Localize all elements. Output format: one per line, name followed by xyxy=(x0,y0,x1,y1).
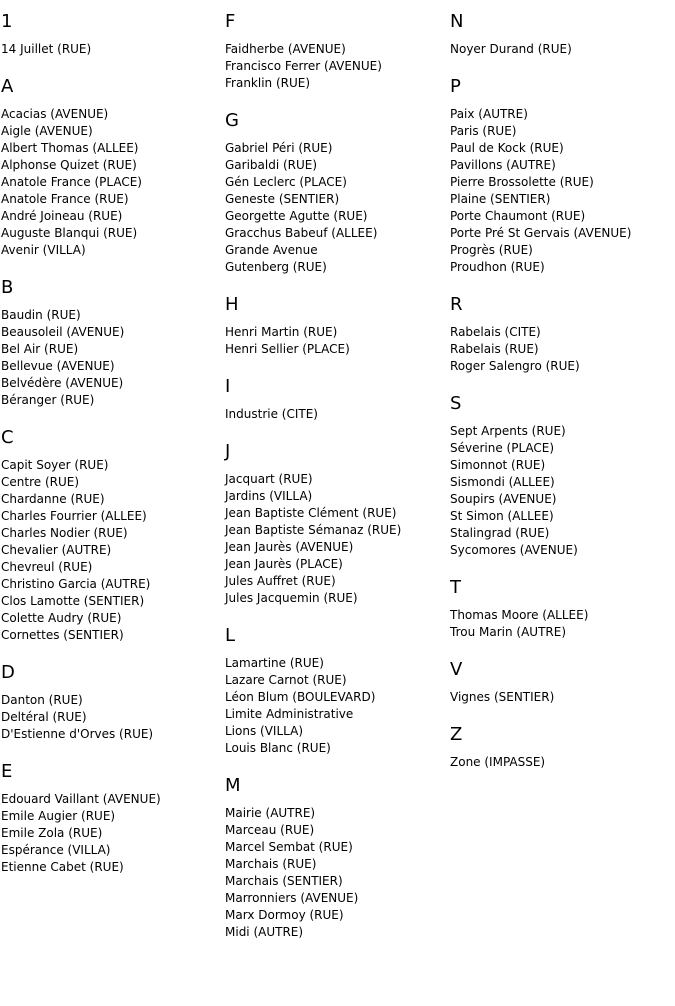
street-name: Noyer Durand (RUE) xyxy=(450,42,572,56)
street-name: Anatole France (PLACE) xyxy=(1,175,142,189)
letter-heading: P xyxy=(450,76,461,97)
street-name: Chevreul (RUE) xyxy=(1,560,93,574)
street-name: Jean Baptiste Clément (RUE) xyxy=(225,506,397,520)
letter-heading: B xyxy=(1,277,14,298)
street-list xyxy=(450,324,675,375)
letter-group xyxy=(225,110,450,276)
street-list xyxy=(450,689,675,706)
street-name: Jacquart (RUE) xyxy=(225,472,313,486)
street-list xyxy=(450,607,675,641)
letter-heading: Z xyxy=(450,724,463,745)
letter-heading: M xyxy=(225,775,241,796)
street-name: Soupirs (AVENUE) xyxy=(450,492,557,506)
street-name: Clos Lamotte (SENTIER) xyxy=(1,594,145,608)
street-name: Belvédère (AVENUE) xyxy=(1,376,124,390)
street-name: 14 Juillet (RUE) xyxy=(1,42,92,56)
street-name: Henri Martin (RUE) xyxy=(225,325,338,339)
street-name: Etienne Cabet (RUE) xyxy=(1,860,124,874)
street-name: Lazare Carnot (RUE) xyxy=(225,673,347,687)
street-name: Acacias (AVENUE) xyxy=(1,107,109,121)
street-list xyxy=(225,41,450,92)
street-name: Jardins (VILLA) xyxy=(225,489,313,503)
index-column-1 xyxy=(1,11,226,894)
street-name: Charles Fourrier (ALLEE) xyxy=(1,509,147,523)
street-name: Cornettes (SENTIER) xyxy=(1,628,124,642)
letter-group xyxy=(450,659,675,706)
street-name: Rabelais (CITE) xyxy=(450,325,541,339)
street-name: Albert Thomas (ALLEE) xyxy=(1,141,139,155)
letter-heading: F xyxy=(225,11,236,32)
letter-group xyxy=(225,294,450,358)
letter-heading: R xyxy=(450,294,463,315)
street-name: Beausoleil (AVENUE) xyxy=(1,325,125,339)
street-name: Porte Pré St Gervais (AVENUE) xyxy=(450,226,632,240)
street-list xyxy=(450,754,675,771)
street-list xyxy=(1,106,226,259)
street-name: Emile Augier (RUE) xyxy=(1,809,116,823)
street-name: Danton (RUE) xyxy=(1,693,83,707)
street-name: Alphonse Quizet (RUE) xyxy=(1,158,137,172)
letter-group xyxy=(225,11,450,92)
street-name: Gracchus Babeuf (ALLEE) xyxy=(225,226,378,240)
letter-heading: 1 xyxy=(1,11,13,32)
street-name: St Simon (ALLEE) xyxy=(450,509,554,523)
street-name: Midi (AUTRE) xyxy=(225,925,304,939)
street-name: Progrès (RUE) xyxy=(450,243,533,257)
street-name: Jules Auffret (RUE) xyxy=(225,574,336,588)
street-name: Léon Blum (BOULEVARD) xyxy=(225,690,376,704)
street-name: Deltéral (RUE) xyxy=(1,710,87,724)
letter-group xyxy=(225,625,450,757)
street-name: Franklin (RUE) xyxy=(225,76,311,90)
street-name: Sismondi (ALLEE) xyxy=(450,475,555,489)
street-list xyxy=(225,406,450,423)
street-name: Pavillons (AUTRE) xyxy=(450,158,556,172)
street-list xyxy=(1,791,226,876)
street-list xyxy=(450,106,675,276)
street-list xyxy=(450,41,675,58)
street-name: Jean Jaurès (PLACE) xyxy=(225,557,343,571)
street-name: Anatole France (RUE) xyxy=(1,192,129,206)
letter-heading: L xyxy=(225,625,236,646)
letter-group xyxy=(450,724,675,771)
letter-group xyxy=(450,577,675,641)
street-name: Séverine (PLACE) xyxy=(450,441,555,455)
street-name: Marronniers (AVENUE) xyxy=(225,891,359,905)
street-name: Louis Blanc (RUE) xyxy=(225,741,331,755)
letter-group xyxy=(450,393,675,559)
street-list xyxy=(225,140,450,276)
street-name: Rabelais (RUE) xyxy=(450,342,539,356)
letter-group xyxy=(1,662,226,743)
street-name: Marx Dormoy (RUE) xyxy=(225,908,344,922)
street-name: Vignes (SENTIER) xyxy=(450,690,555,704)
street-name: Sycomores (AVENUE) xyxy=(450,543,578,557)
street-name: Paix (AUTRE) xyxy=(450,107,528,121)
street-name: Edouard Vaillant (AVENUE) xyxy=(1,792,161,806)
street-name: Industrie (CITE) xyxy=(225,407,318,421)
street-name: André Joineau (RUE) xyxy=(1,209,123,223)
street-name: Plaine (SENTIER) xyxy=(450,192,551,206)
letter-group xyxy=(450,76,675,276)
street-name: Charles Nodier (RUE) xyxy=(1,526,128,540)
street-list xyxy=(225,655,450,757)
street-name: Paul de Kock (RUE) xyxy=(450,141,564,155)
letter-heading: S xyxy=(450,393,462,414)
letter-heading: T xyxy=(450,577,461,598)
letter-group xyxy=(1,277,226,409)
letter-group xyxy=(1,427,226,644)
letter-group xyxy=(1,76,226,259)
street-name: Béranger (RUE) xyxy=(1,393,95,407)
street-name: Francisco Ferrer (AVENUE) xyxy=(225,59,382,73)
street-name: Lions (VILLA) xyxy=(225,724,303,738)
street-name: Espérance (VILLA) xyxy=(1,843,111,857)
street-name: Jules Jacquemin (RUE) xyxy=(225,591,358,605)
street-name: Pierre Brossolette (RUE) xyxy=(450,175,594,189)
street-list xyxy=(225,324,450,358)
letter-heading: D xyxy=(1,662,15,683)
letter-group xyxy=(225,441,450,607)
street-name: Limite Administrative xyxy=(225,707,354,721)
street-name: Geneste (SENTIER) xyxy=(225,192,340,206)
street-name: Chevalier (AUTRE) xyxy=(1,543,112,557)
street-name: Emile Zola (RUE) xyxy=(1,826,103,840)
street-name: Porte Chaumont (RUE) xyxy=(450,209,586,223)
letter-heading: C xyxy=(1,427,14,448)
letter-group xyxy=(1,761,226,876)
street-list xyxy=(1,41,226,58)
street-name: Mairie (AUTRE) xyxy=(225,806,316,820)
street-name: Marcel Sembat (RUE) xyxy=(225,840,353,854)
street-name: Avenir (VILLA) xyxy=(1,243,86,257)
street-name: D'Estienne d'Orves (RUE) xyxy=(1,727,154,741)
street-name: Lamartine (RUE) xyxy=(225,656,324,670)
street-name: Bel Air (RUE) xyxy=(1,342,79,356)
street-list xyxy=(1,692,226,743)
street-list xyxy=(450,423,675,559)
street-name: Paris (RUE) xyxy=(450,124,517,138)
index-column-2 xyxy=(225,11,450,959)
street-name: Chardanne (RUE) xyxy=(1,492,105,506)
letter-heading: H xyxy=(225,294,239,315)
letter-group xyxy=(1,11,226,58)
street-list xyxy=(1,307,226,409)
letter-heading: J xyxy=(225,441,231,462)
street-name: Trou Marin (AUTRE) xyxy=(450,625,566,639)
street-name: Faidherbe (AVENUE) xyxy=(225,42,346,56)
street-name: Marchais (RUE) xyxy=(225,857,317,871)
street-name: Colette Audry (RUE) xyxy=(1,611,122,625)
street-name: Marceau (RUE) xyxy=(225,823,315,837)
street-name: Capit Soyer (RUE) xyxy=(1,458,109,472)
street-name: Georgette Agutte (RUE) xyxy=(225,209,368,223)
street-name: Henri Sellier (PLACE) xyxy=(225,342,350,356)
street-name: Marchais (SENTIER) xyxy=(225,874,343,888)
street-name: Bellevue (AVENUE) xyxy=(1,359,115,373)
street-list xyxy=(225,805,450,941)
street-name: Garibaldi (RUE) xyxy=(225,158,318,172)
street-name: Stalingrad (RUE) xyxy=(450,526,550,540)
letter-heading: V xyxy=(450,659,463,680)
street-name: Sept Arpents (RUE) xyxy=(450,424,566,438)
street-name: Zone (IMPASSE) xyxy=(450,755,546,769)
street-name: Aigle (AVENUE) xyxy=(1,124,93,138)
letter-group xyxy=(225,775,450,941)
street-name: Simonnot (RUE) xyxy=(450,458,546,472)
letter-group xyxy=(450,294,675,375)
letter-heading: I xyxy=(225,376,231,397)
street-name: Centre (RUE) xyxy=(1,475,80,489)
street-list xyxy=(1,457,226,644)
street-name: Gutenberg (RUE) xyxy=(225,260,327,274)
street-name: Jean Baptiste Sémanaz (RUE) xyxy=(225,523,402,537)
letter-group xyxy=(450,11,675,58)
street-name: Proudhon (RUE) xyxy=(450,260,545,274)
letter-group xyxy=(225,376,450,423)
letter-heading: A xyxy=(1,76,14,97)
street-name: Gabriel Péri (RUE) xyxy=(225,141,333,155)
street-name: Roger Salengro (RUE) xyxy=(450,359,580,373)
letter-heading: E xyxy=(1,761,13,782)
street-name: Thomas Moore (ALLEE) xyxy=(450,608,589,622)
street-name: Grande Avenue xyxy=(225,243,318,257)
letter-heading: N xyxy=(450,11,464,32)
street-list xyxy=(225,471,450,607)
street-name: Gén Leclerc (PLACE) xyxy=(225,175,347,189)
index-column-3 xyxy=(450,11,675,789)
street-name: Baudin (RUE) xyxy=(1,308,81,322)
letter-heading: G xyxy=(225,110,239,131)
street-name: Christino Garcia (AUTRE) xyxy=(1,577,151,591)
street-name: Jean Jaurès (AVENUE) xyxy=(225,540,354,554)
street-name: Auguste Blanqui (RUE) xyxy=(1,226,138,240)
